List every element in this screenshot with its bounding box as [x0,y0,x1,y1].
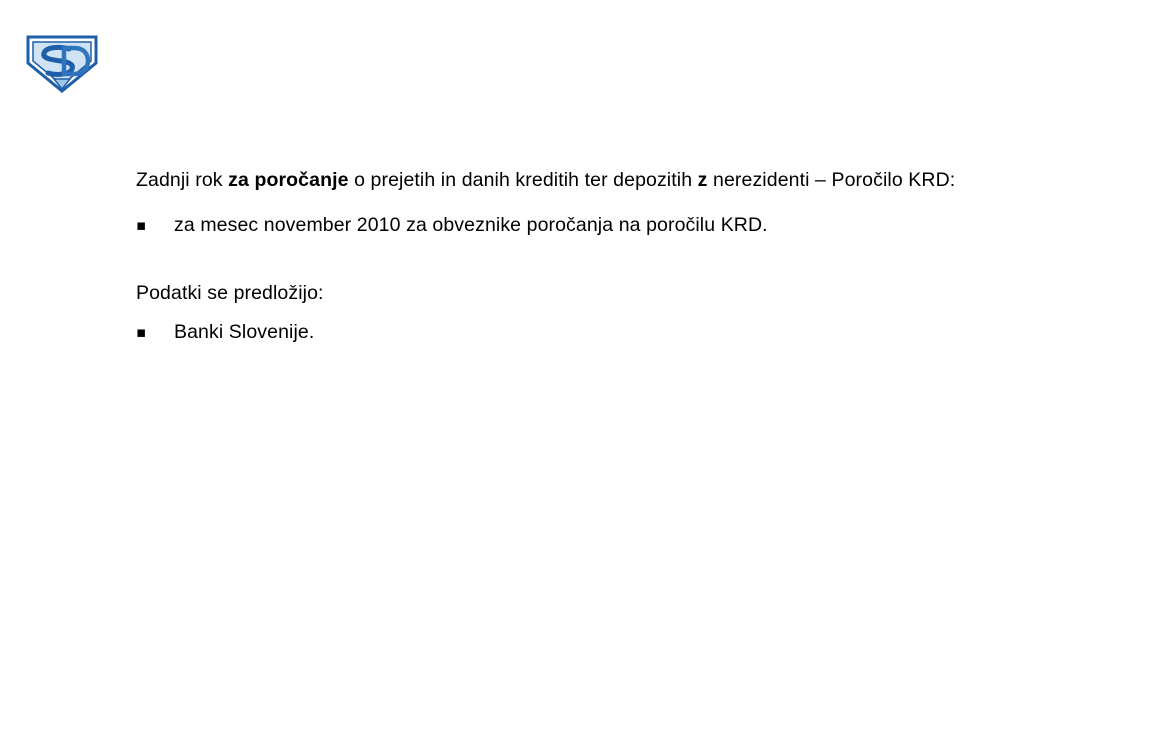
spacer-block [136,243,1026,273]
list-item-label: Banki Slovenije. [174,321,315,343]
slide-body [136,160,1026,350]
intro-text-part-2: o prejetih in danih kreditih ter depozitih [348,169,698,191]
list-item-label: za mesec november 2010 za obveznike poročanja na poročilu KRD. [174,214,768,236]
sd-logo [24,33,100,95]
intro-text-bold-1: za poročanje [228,169,349,191]
intro-paragraph [136,160,1026,201]
submit-heading: Podatki se predložijo: [136,282,324,304]
intro-text-bold-2: z [697,169,708,191]
list-item [136,207,1026,243]
list-item [136,314,1026,350]
intro-text-part-3: nerezidenti – Poročilo KRD: [707,169,956,191]
intro-text-part-1: Zadnji rok [136,169,229,191]
bullet-square-icon: ▪ [136,216,147,234]
bullet-square-icon: ▪ [136,323,147,341]
